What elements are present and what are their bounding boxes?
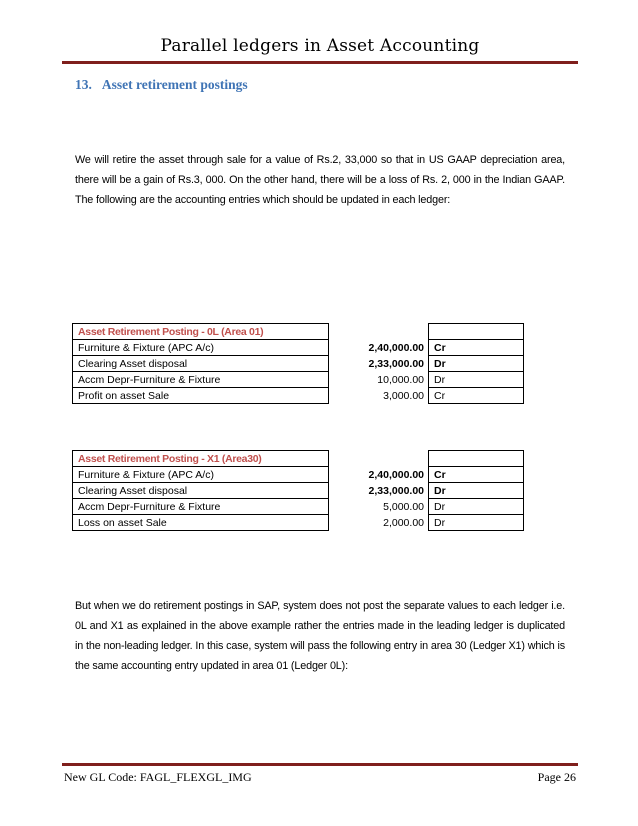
- table-row: [73, 515, 524, 531]
- account-cell: Clearing Asset disposal: [73, 483, 329, 499]
- table-row: [73, 483, 524, 499]
- footer-doc-code: New GL Code: FAGL_FLEXGL_IMG: [64, 770, 252, 784]
- account-cell: Furniture & Fixture (APC A/c): [73, 467, 329, 483]
- intro-paragraph: We will retire the asset through sale for a value of Rs.2, 33,000 so that in US GAAP depreciation area, there will be a gain of Rs.3, 000. On the other hand, there will be a loss of Rs. 2, 000 in the Indian GAAP. The following are the accounting entries which should be updated in each ledger:: [75, 154, 565, 206]
- drcr-cell: Cr: [429, 340, 524, 356]
- amount-cell: 3,000.00: [331, 388, 429, 404]
- section-heading: [75, 77, 248, 93]
- drcr-cell: Dr: [429, 483, 524, 499]
- drcr-cell: Dr: [429, 515, 524, 531]
- section-number: 13.: [75, 77, 92, 92]
- drcr-cell: Dr: [429, 372, 524, 388]
- amount-cell: 2,33,000.00: [331, 483, 429, 499]
- section-title: Asset retirement postings: [101, 77, 248, 92]
- drcr-cell: Dr: [429, 499, 524, 515]
- ledger-table-0l: [72, 323, 524, 404]
- amount-cell: 5,000.00: [331, 499, 429, 515]
- account-cell: Profit on asset Sale: [73, 388, 329, 404]
- account-cell: Accm Depr-Furniture & Fixture: [73, 372, 329, 388]
- amount-cell: 2,33,000.00: [331, 356, 429, 372]
- footer-page-number: Page 26: [537, 770, 576, 784]
- drcr-cell: Cr: [429, 388, 524, 404]
- drcr-cell: Cr: [429, 467, 524, 483]
- header-rule: [62, 61, 578, 64]
- closing-paragraph: But when we do retirement postings in SAP, system does not post the separate values to each ledger i.e. 0L and X1 as explained in the above example rather the entries made in the leading ledger is duplicated in the non-leading ledger. In this case, system will pass the following entry in area 30 (Ledger X1) which is the same accounting entry updated in area 01 (Ledger 0L):: [75, 600, 565, 672]
- table-row: [73, 356, 524, 372]
- table-row: [73, 340, 524, 356]
- account-cell: Furniture & Fixture (APC A/c): [73, 340, 329, 356]
- table-row: [73, 372, 524, 388]
- account-cell: Clearing Asset disposal: [73, 356, 329, 372]
- table-header-row: [73, 324, 524, 340]
- table-title: Asset Retirement Posting - X1 (Area30): [73, 451, 329, 467]
- account-cell: Loss on asset Sale: [73, 515, 329, 531]
- table-row: [73, 388, 524, 404]
- table-header-row: [73, 451, 524, 467]
- account-cell: Accm Depr-Furniture & Fixture: [73, 499, 329, 515]
- ledger-table-x1: [72, 450, 524, 531]
- amount-cell: 10,000.00: [331, 372, 429, 388]
- amount-cell: 2,40,000.00: [331, 467, 429, 483]
- table-row: [73, 467, 524, 483]
- table-title: Asset Retirement Posting - 0L (Area 01): [73, 324, 329, 340]
- amount-cell: 2,40,000.00: [331, 340, 429, 356]
- drcr-cell: Dr: [429, 356, 524, 372]
- footer-rule: [62, 763, 578, 766]
- table-row: [73, 499, 524, 515]
- amount-cell: 2,000.00: [331, 515, 429, 531]
- page-header-title: Parallel ledgers in Asset Accounting: [160, 36, 480, 56]
